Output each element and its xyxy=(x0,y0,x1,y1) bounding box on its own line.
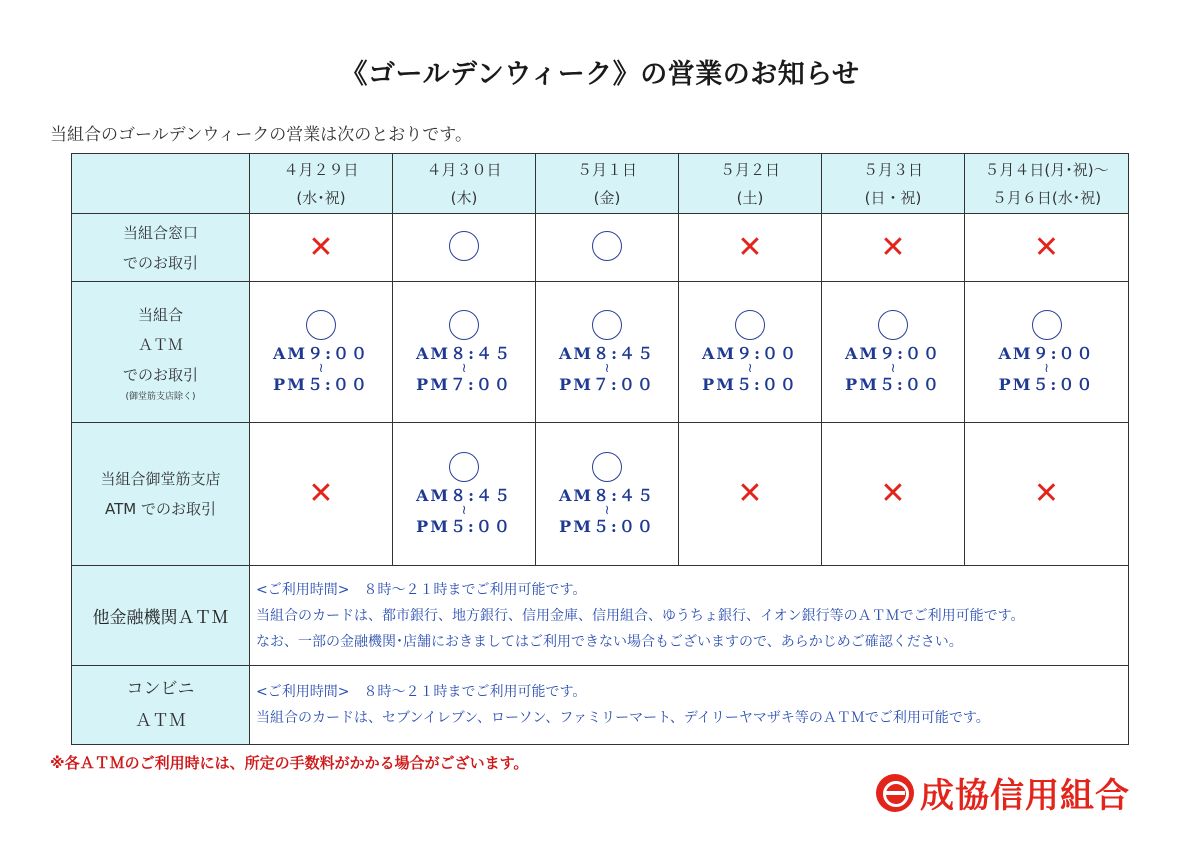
note-line: 当組合のカードは、都市銀行、地方銀行、信用金庫、信用組合、ゆうちょ銀行、イオン銀行等のＡＴＭでご利用可能です。 xyxy=(256,607,1025,624)
close-time: PM７:００ xyxy=(416,375,512,394)
row-label-line: でのお取引 xyxy=(122,253,198,272)
open-mark-icon xyxy=(449,231,479,261)
cell-closed xyxy=(822,214,965,282)
close-time: PM５:００ xyxy=(416,517,512,536)
intro-text: 当組合のゴールデンウィークの営業は次のとおりです。 xyxy=(50,125,472,145)
closed-mark-icon: ✕ xyxy=(1033,229,1060,265)
note-line: <ご利用時間> ８時～２１時までご利用可能です。 xyxy=(256,684,587,700)
closed-mark-icon: ✕ xyxy=(308,476,334,511)
col-header-0430 xyxy=(393,154,536,214)
open-time: AM８:４５ xyxy=(558,344,656,363)
range-tilde: ≀ xyxy=(604,361,610,376)
open-mark-icon xyxy=(306,310,336,340)
row-midosuji xyxy=(72,423,1129,566)
fee-footnote: ※各ＡＴＭのご利用時には、所定の手数料がかかる場合がございます。 xyxy=(50,754,529,772)
row-label-atm xyxy=(72,282,250,423)
close-time: PM５:００ xyxy=(998,375,1095,394)
closed-mark-icon: ✕ xyxy=(737,476,763,511)
col-weekday: (木) xyxy=(450,188,478,207)
cell-closed xyxy=(679,423,822,566)
open-time: AM９:００ xyxy=(844,344,942,363)
cell-hours xyxy=(393,282,536,423)
open-time: AM８:４５ xyxy=(415,486,513,505)
cell-hours xyxy=(536,282,679,423)
logo-text: 成協信用組合 xyxy=(920,776,1130,816)
range-tilde: ≀ xyxy=(461,361,467,376)
col-date: ５月１日 xyxy=(576,160,637,179)
close-time: PM７:００ xyxy=(559,375,655,394)
note-line: <ご利用時間> ８時～２１時までご利用可能です。 xyxy=(256,581,587,598)
conbini-note xyxy=(250,666,1129,745)
row-conbini xyxy=(72,666,1129,745)
other-banks-note xyxy=(250,566,1129,666)
col-header-0429 xyxy=(250,154,393,214)
cell-open xyxy=(536,214,679,282)
cell-hours xyxy=(250,282,393,423)
close-time: PM５:００ xyxy=(273,375,369,394)
note-line: なお、一部の金融機関･店舗におきましてはご利用できない場合もございますので、あらかじめご確認ください。 xyxy=(256,633,963,650)
row-label-midosuji xyxy=(72,423,250,566)
col-weekday: (土) xyxy=(736,188,764,207)
cell-hours xyxy=(536,423,679,566)
closed-mark-icon: ✕ xyxy=(737,229,763,265)
col-date: ５月４日(月･祝)～ xyxy=(984,160,1109,179)
cell-hours xyxy=(393,423,536,566)
col-header-0504-0506 xyxy=(965,154,1129,214)
note-line: 当組合のカードは、セブンイレブン、ローソン、ファミリーマート、デイリーヤマザキ等のＡＴＭでご利用可能です。 xyxy=(256,710,990,726)
row-label-counter xyxy=(72,214,250,282)
cell-open xyxy=(393,214,536,282)
col-weekday: (水･祝) xyxy=(296,188,346,207)
cell-closed xyxy=(822,423,965,566)
row-label-note: (御堂筋支店除く) xyxy=(125,392,196,402)
cell-closed xyxy=(965,214,1129,282)
cell-hours xyxy=(679,282,822,423)
row-label-line: 当組合御堂筋支店 xyxy=(100,470,221,488)
row-label-conbini xyxy=(72,666,250,745)
row-label-line: ATM でのお取引 xyxy=(105,500,216,518)
close-time: PM５:００ xyxy=(559,517,655,536)
close-time: PM５:００ xyxy=(702,375,798,394)
col-header-0503 xyxy=(822,154,965,214)
col-weekday: (金) xyxy=(593,188,621,207)
col-date: ４月２９日 xyxy=(283,160,359,179)
open-mark-icon xyxy=(592,310,622,340)
open-mark-icon xyxy=(878,310,908,340)
row-label-line: 当組合窓口 xyxy=(122,223,198,242)
col-date: ５月３日 xyxy=(862,160,923,179)
col-weekday: ５月６日(水･祝) xyxy=(991,188,1102,207)
cell-closed xyxy=(250,423,393,566)
row-label-other-banks: 他金融機関ＡＴＭ xyxy=(72,566,250,666)
page-title: 《ゴールデンウィーク》の営業のお知らせ xyxy=(340,59,860,90)
closed-mark-icon: ✕ xyxy=(1033,476,1060,511)
row-label-line: 当組合 xyxy=(137,306,183,324)
range-tilde: ≀ xyxy=(604,503,610,518)
range-tilde: ≀ xyxy=(890,361,896,376)
range-tilde: ≀ xyxy=(747,361,753,376)
row-counter xyxy=(72,214,1129,282)
row-atm xyxy=(72,282,1129,423)
range-tilde: ≀ xyxy=(461,503,467,518)
row-label-line: ＡＴＭ xyxy=(135,711,186,731)
col-weekday: (日・祝) xyxy=(864,188,922,207)
col-header-0502 xyxy=(679,154,822,214)
open-mark-icon xyxy=(449,452,479,482)
company-logo xyxy=(876,768,1130,817)
open-mark-icon xyxy=(592,231,622,261)
open-time: AM８:４５ xyxy=(558,486,656,505)
close-time: PM５:００ xyxy=(845,375,941,394)
closed-mark-icon: ✕ xyxy=(880,476,906,511)
cell-hours xyxy=(965,282,1129,423)
range-tilde: ≀ xyxy=(318,361,324,376)
corner-cell xyxy=(72,154,250,214)
cell-hours xyxy=(822,282,965,423)
open-time: AM９:００ xyxy=(998,344,1095,363)
closed-mark-icon: ✕ xyxy=(880,229,906,265)
logo-mark-icon xyxy=(876,774,914,812)
cell-closed xyxy=(679,214,822,282)
open-mark-icon xyxy=(449,310,479,340)
col-date: ５月２日 xyxy=(719,160,780,179)
open-time: AM９:００ xyxy=(272,344,370,363)
open-time: AM８:４５ xyxy=(415,344,513,363)
open-mark-icon xyxy=(592,452,622,482)
cell-closed xyxy=(250,214,393,282)
range-tilde: ≀ xyxy=(1044,361,1049,376)
open-time: AM９:００ xyxy=(701,344,799,363)
row-other-banks xyxy=(72,566,1129,666)
open-mark-icon xyxy=(735,310,765,340)
row-label-line: でのお取引 xyxy=(122,366,198,384)
schedule-table xyxy=(71,153,1129,745)
cell-closed xyxy=(965,423,1129,566)
open-mark-icon xyxy=(1032,310,1062,340)
row-label-line: コンビニ xyxy=(126,679,195,699)
col-date: ４月３０日 xyxy=(426,160,502,179)
row-label-line: ＡＴＭ xyxy=(137,336,183,354)
closed-mark-icon: ✕ xyxy=(308,229,334,265)
col-header-0501 xyxy=(536,154,679,214)
header-row xyxy=(72,154,1129,214)
